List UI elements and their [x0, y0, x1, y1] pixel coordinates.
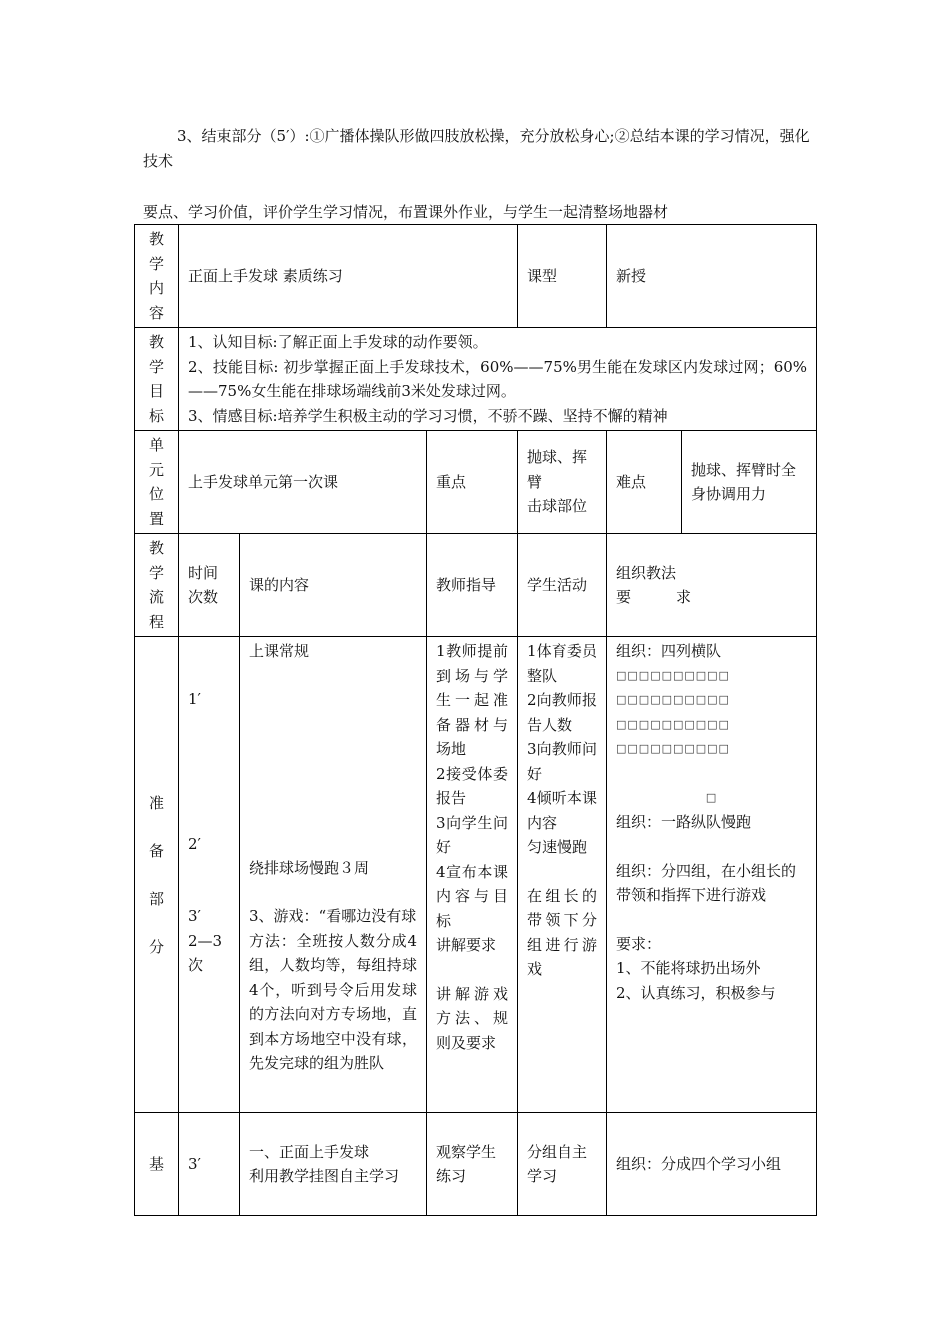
prep-requirement: 1、不能将球扔出场外 [616, 959, 761, 977]
prep-organization-cell [607, 637, 817, 1113]
header-org-line: 要 求 [616, 588, 692, 606]
prep-content: 方法：全班按人数分成4组，人数均等，每组持球4个，听到号令后用发球的方法向对方专场地，直到本方场地空中没有球，先发完球的组为胜队 [249, 931, 417, 1072]
row-teaching-goals [135, 328, 817, 431]
goal-item: 3、情感目标:培养学生积极主动的学习习惯，不骄不躁、坚持不懈的精神 [188, 406, 668, 425]
prep-content: 绕排球场慢跑３周 [249, 858, 370, 877]
goal-item: 1、认知目标:了解正面上手发球的动作要领。 [188, 333, 488, 351]
header-student: 学生活动 [518, 534, 607, 637]
label-teaching-flow: 教学流程 [135, 534, 179, 637]
formation-row: □□□□□□□□□□ [616, 668, 730, 682]
teaching-goals-list [179, 328, 817, 431]
header-time: 时间次数 [179, 534, 240, 637]
header-teacher: 教师指导 [427, 534, 518, 637]
key-point-line: 抛球、挥臂 [527, 448, 588, 491]
prep-content: 上课常规 [249, 642, 310, 660]
prep-content-cell [240, 637, 427, 1113]
row-teaching-content [135, 225, 817, 328]
prep-time: 3′ [188, 907, 201, 925]
basic-teacher: 观察学生练习 [427, 1113, 518, 1216]
intro-paragraph-1 [143, 124, 813, 174]
basic-content: 利用教学挂图自主学习 [249, 1167, 400, 1185]
prep-teacher: 2接受体委报告 [436, 764, 509, 807]
difficulty-value: 抛球、挥臂时全身协调用力 [682, 431, 817, 534]
prep-requirement-title: 要求： [616, 934, 662, 953]
intro-paragraph-2 [143, 200, 813, 225]
label-teaching-content: 教学内容 [135, 225, 179, 328]
label-unit-position: 单元位置 [135, 431, 179, 534]
prep-student: 4倾听本课内容 [527, 789, 598, 832]
prep-org: 组织：四列横队 [616, 642, 722, 660]
prep-student: 匀速慢跑 [527, 838, 588, 856]
teacher-position-mark: □ [705, 790, 718, 804]
prep-student: 在组长的带领下分组进行游戏 [527, 886, 598, 978]
basic-content-cell [240, 1113, 427, 1216]
prep-time: 2—3次 [188, 931, 223, 974]
prep-teacher: 1教师提前到场与学生一起准备器材与场地 [436, 642, 509, 758]
row-unit-position [135, 431, 817, 534]
formation-row: □□□□□□□□□□ [616, 717, 730, 731]
prep-student: 1体育委员整队 [527, 642, 598, 685]
teaching-content-value: 正面上手发球 素质练习 [179, 225, 518, 328]
basic-time: 3′ [179, 1113, 240, 1216]
key-point-label: 重点 [427, 431, 518, 534]
key-point-value [518, 431, 607, 534]
difficulty-label: 难点 [607, 431, 682, 534]
prep-student: 3向教师问好 [527, 740, 598, 783]
prep-time: 2′ [188, 834, 201, 853]
prep-teacher: 4宣布本课内容与目标 [436, 862, 509, 930]
label-teaching-goals: 教学目标 [135, 328, 179, 431]
key-point-line: 击球部位 [527, 497, 588, 516]
formation-row: □□□□□□□□□□ [616, 693, 730, 706]
prep-time-cell [179, 637, 240, 1113]
prep-content: 3、游戏：“看哪边没有球 [249, 907, 417, 925]
intro-line-1: 3、结束部分（5′）:①广播体操队形做四肢放松操，充分放松身心;②总结本课的学习情况，强化技术 [143, 127, 810, 170]
goal-item: 2、技能目标: 初步掌握正面上手发球技术，60%——75%男生能在发球区内发球过网；60%——75%女生能在排球场端线前3米处发球过网。 [188, 357, 808, 400]
prep-student: 2向教师报告人数 [527, 691, 598, 734]
row-basic [135, 1113, 817, 1216]
prep-teacher-cell [427, 637, 518, 1113]
prep-time: 1′ [188, 690, 201, 708]
prep-org: 组织：分四组，在小组长的带领和指挥下进行游戏 [616, 861, 797, 904]
lesson-plan-table [134, 224, 817, 1216]
unit-position-value: 上手发球单元第一次课 [179, 431, 427, 534]
basic-organization: 组织：分成四个学习小组 [607, 1113, 817, 1216]
header-organization [607, 534, 817, 637]
label-basic: 基 [135, 1113, 179, 1216]
lesson-type-label: 课型 [518, 225, 607, 328]
intro-line-2: 要点、学习价值，评价学生学习情况，布置课外作业，与学生一起清整场地器材 [143, 203, 669, 221]
prep-requirement: 2、认真练习，积极参与 [616, 983, 776, 1002]
prep-teacher: 讲解要求 [436, 936, 497, 954]
lesson-type-value: 新授 [607, 225, 817, 328]
basic-student: 分组自主学习 [518, 1113, 607, 1216]
row-teaching-flow-header [135, 534, 817, 637]
formation-row: □□□□□□□□□□ [616, 742, 730, 755]
prep-teacher: 3向学生问好 [436, 813, 509, 856]
header-content: 课的内容 [240, 534, 427, 637]
prep-org: 组织：一路纵队慢跑 [616, 813, 752, 831]
row-preparation [135, 637, 817, 1113]
header-org-line: 组织教法 [616, 563, 677, 582]
label-preparation: 准备部分 [135, 637, 179, 1113]
basic-content: 一、正面上手发球 [249, 1142, 370, 1161]
prep-student-cell [518, 637, 607, 1113]
prep-teacher: 讲解游戏方法、规则及要求 [436, 984, 509, 1052]
